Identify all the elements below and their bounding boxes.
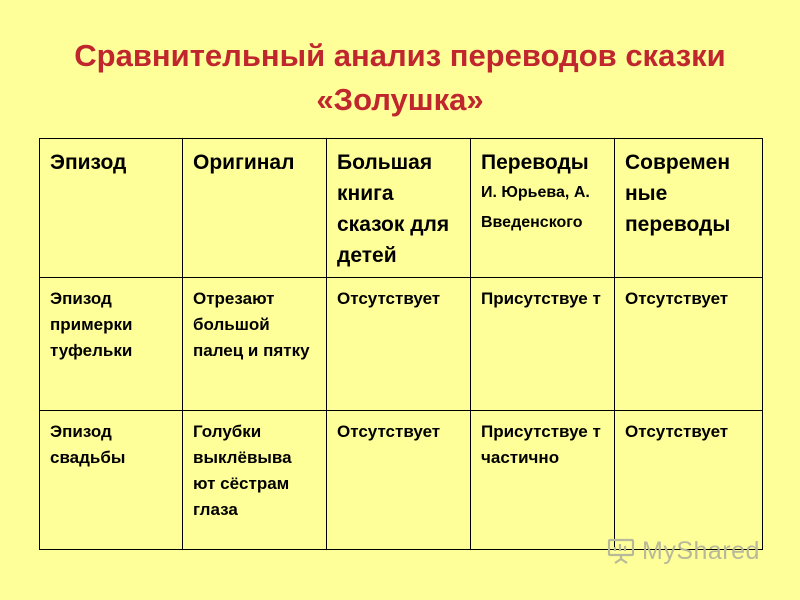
page-title: [0, 34, 800, 122]
comparison-table: [39, 138, 763, 550]
header-cell: [615, 139, 763, 278]
table-header-row: [40, 139, 763, 278]
watermark: [606, 536, 760, 566]
header-cell-text: Большая книга сказок для детей: [337, 151, 450, 267]
table-row: [40, 411, 763, 550]
header-cell-subtext: И. Юрьева, А. Введенского: [481, 184, 590, 231]
watermark-text: MyShared: [642, 536, 760, 565]
table-cell: Эпизод примерки туфельки: [40, 278, 183, 411]
header-cell: [40, 139, 183, 278]
table-cell: Отсутствует: [327, 411, 471, 550]
title-line-2: «Золушка»: [316, 82, 484, 117]
table-cell: Присутствуе т: [471, 278, 615, 411]
header-cell-text: Современ ные переводы: [625, 151, 731, 236]
table-cell: Эпизод свадьбы: [40, 411, 183, 550]
header-cell-text: Оригинал: [193, 151, 295, 174]
table-cell: Отрезают большой палец и пятку: [183, 278, 327, 411]
title-line-1: Сравнительный анализ переводов сказки: [74, 38, 726, 73]
header-cell: [183, 139, 327, 278]
header-cell-text: Переводы: [481, 151, 589, 174]
table-row: [40, 278, 763, 411]
table-cell: Голубки выклёвыва ют сёстрам глаза: [183, 411, 327, 550]
header-cell-text: Эпизод: [50, 151, 127, 174]
header-cell: [327, 139, 471, 278]
presentation-board-icon: [606, 536, 636, 566]
table-cell: Отсутствует: [615, 411, 763, 550]
table-cell: Присутствуе т частично: [471, 411, 615, 550]
header-cell: [471, 139, 615, 278]
table-cell: Отсутствует: [327, 278, 471, 411]
table-cell: Отсутствует: [615, 278, 763, 411]
